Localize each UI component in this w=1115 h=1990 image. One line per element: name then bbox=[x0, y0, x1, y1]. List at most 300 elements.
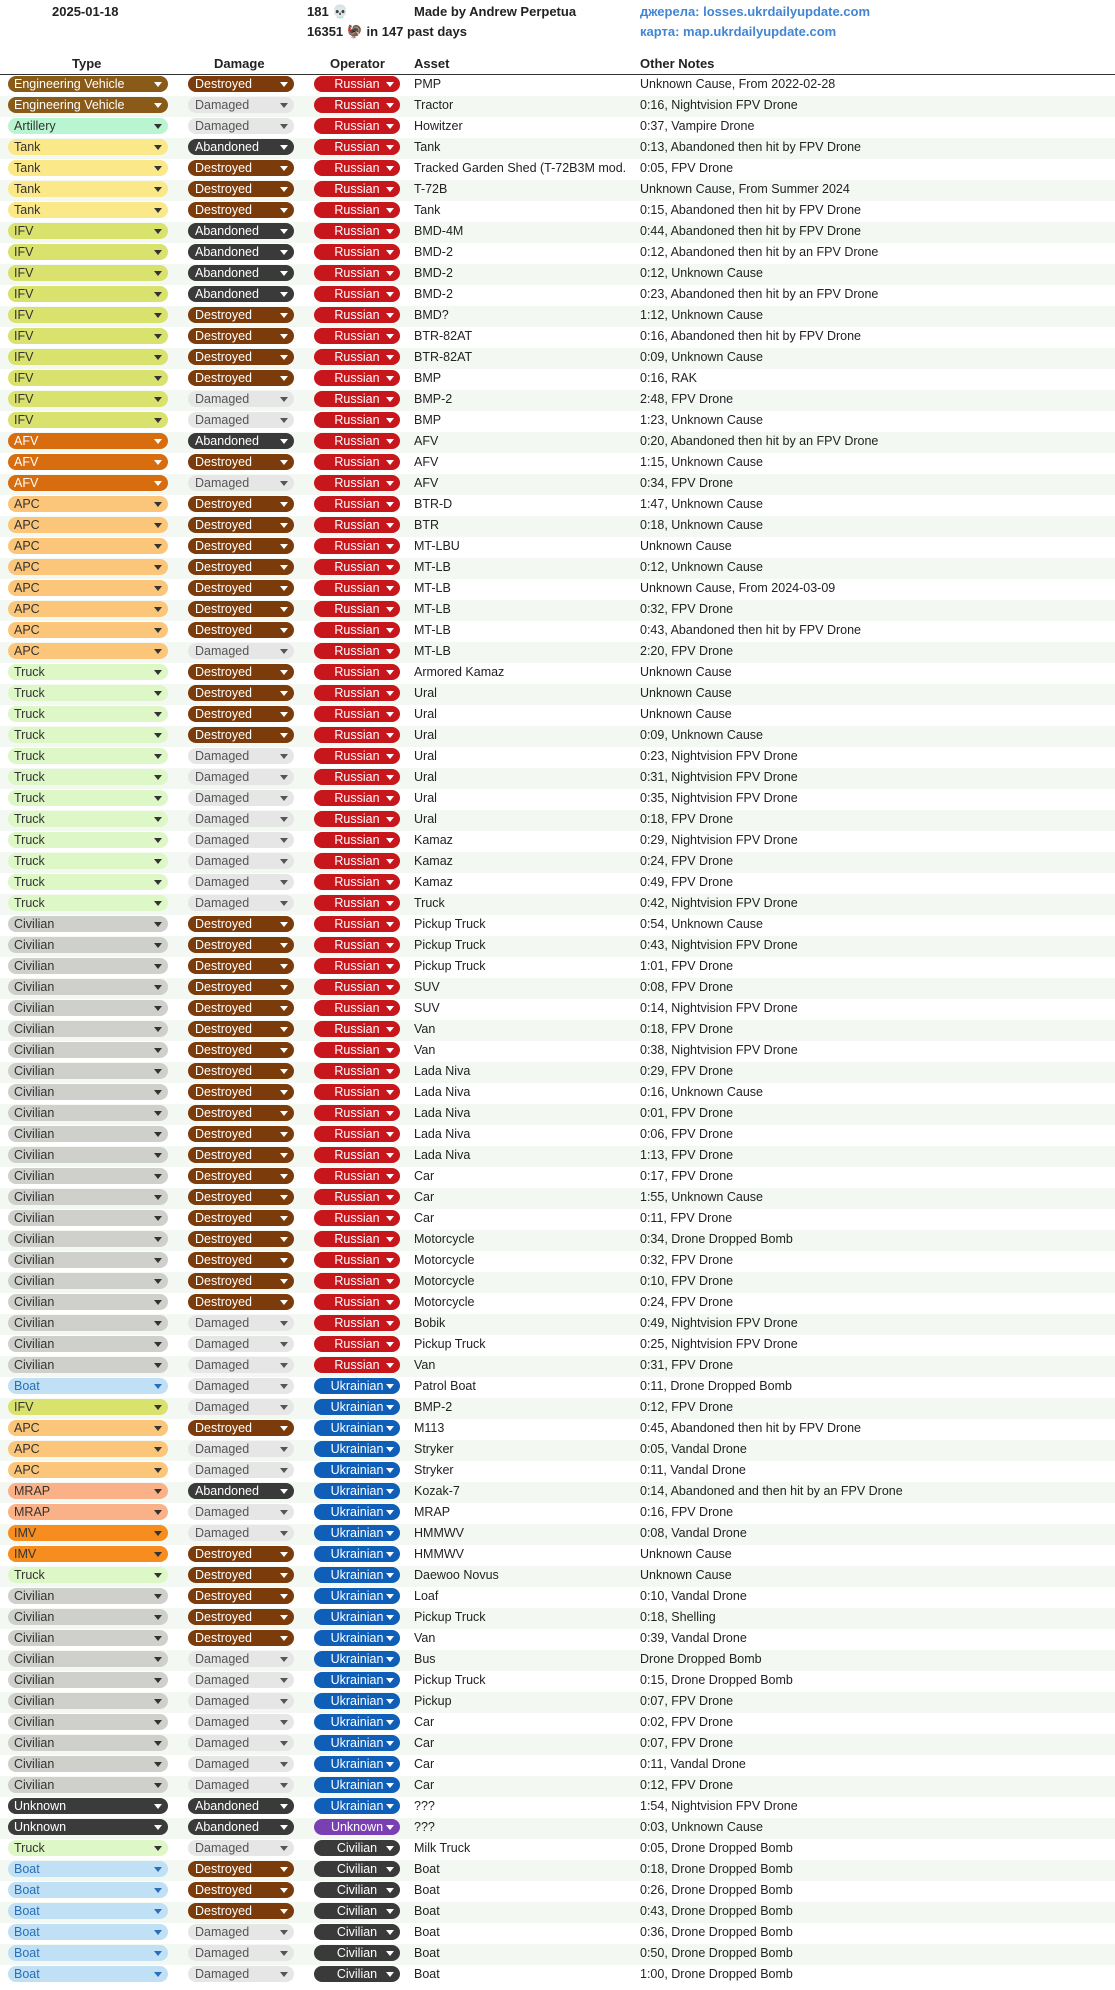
chevron-down-icon[interactable] bbox=[386, 166, 394, 171]
operator-select[interactable] bbox=[314, 1651, 400, 1667]
chevron-down-icon[interactable] bbox=[154, 565, 162, 570]
damage-select[interactable] bbox=[188, 1336, 294, 1352]
chevron-down-icon[interactable] bbox=[280, 1090, 288, 1095]
operator-select[interactable] bbox=[314, 328, 400, 344]
damage-select[interactable] bbox=[188, 748, 294, 764]
chevron-down-icon[interactable] bbox=[154, 1762, 162, 1767]
operator-select[interactable] bbox=[314, 1168, 400, 1184]
chevron-down-icon[interactable] bbox=[154, 922, 162, 927]
operator-select[interactable] bbox=[314, 1105, 400, 1121]
chevron-down-icon[interactable] bbox=[154, 544, 162, 549]
damage-select[interactable] bbox=[188, 1840, 294, 1856]
chevron-down-icon[interactable] bbox=[280, 1237, 288, 1242]
type-select[interactable] bbox=[8, 958, 168, 974]
chevron-down-icon[interactable] bbox=[154, 1972, 162, 1977]
damage-select[interactable] bbox=[188, 1567, 294, 1583]
operator-select[interactable] bbox=[314, 1462, 400, 1478]
damage-select[interactable] bbox=[188, 1630, 294, 1646]
type-select[interactable] bbox=[8, 1357, 168, 1373]
operator-select[interactable] bbox=[314, 97, 400, 113]
operator-select[interactable] bbox=[314, 1630, 400, 1646]
damage-select[interactable] bbox=[188, 874, 294, 890]
chevron-down-icon[interactable] bbox=[280, 901, 288, 906]
operator-select[interactable] bbox=[314, 517, 400, 533]
damage-select[interactable] bbox=[188, 286, 294, 302]
chevron-down-icon[interactable] bbox=[386, 670, 394, 675]
operator-select[interactable] bbox=[314, 1903, 400, 1919]
chevron-down-icon[interactable] bbox=[386, 1552, 394, 1557]
chevron-down-icon[interactable] bbox=[280, 1867, 288, 1872]
chevron-down-icon[interactable] bbox=[154, 1804, 162, 1809]
chevron-down-icon[interactable] bbox=[154, 1132, 162, 1137]
damage-select[interactable] bbox=[188, 391, 294, 407]
damage-select[interactable] bbox=[188, 538, 294, 554]
chevron-down-icon[interactable] bbox=[154, 1300, 162, 1305]
damage-select[interactable] bbox=[188, 958, 294, 974]
damage-select[interactable] bbox=[188, 790, 294, 806]
damage-select[interactable] bbox=[188, 1210, 294, 1226]
type-select[interactable] bbox=[8, 979, 168, 995]
operator-select[interactable] bbox=[314, 1042, 400, 1058]
type-select[interactable] bbox=[8, 706, 168, 722]
type-select[interactable] bbox=[8, 1420, 168, 1436]
type-select[interactable] bbox=[8, 1525, 168, 1541]
operator-select[interactable] bbox=[314, 832, 400, 848]
damage-select[interactable] bbox=[188, 307, 294, 323]
type-select[interactable] bbox=[8, 1504, 168, 1520]
operator-select[interactable] bbox=[314, 1063, 400, 1079]
chevron-down-icon[interactable] bbox=[154, 103, 162, 108]
chevron-down-icon[interactable] bbox=[386, 523, 394, 528]
chevron-down-icon[interactable] bbox=[154, 1867, 162, 1872]
damage-select[interactable] bbox=[188, 1966, 294, 1982]
chevron-down-icon[interactable] bbox=[154, 334, 162, 339]
chevron-down-icon[interactable] bbox=[280, 1216, 288, 1221]
operator-select[interactable] bbox=[314, 1672, 400, 1688]
damage-select[interactable] bbox=[188, 769, 294, 785]
type-select[interactable] bbox=[8, 1084, 168, 1100]
chevron-down-icon[interactable] bbox=[154, 1195, 162, 1200]
chevron-down-icon[interactable] bbox=[386, 250, 394, 255]
chevron-down-icon[interactable] bbox=[280, 502, 288, 507]
damage-select[interactable] bbox=[188, 160, 294, 176]
chevron-down-icon[interactable] bbox=[280, 649, 288, 654]
chevron-down-icon[interactable] bbox=[386, 1594, 394, 1599]
chevron-down-icon[interactable] bbox=[386, 82, 394, 87]
type-select[interactable] bbox=[8, 1315, 168, 1331]
chevron-down-icon[interactable] bbox=[280, 670, 288, 675]
chevron-down-icon[interactable] bbox=[280, 460, 288, 465]
operator-select[interactable] bbox=[314, 1441, 400, 1457]
chevron-down-icon[interactable] bbox=[154, 1027, 162, 1032]
type-select[interactable] bbox=[8, 517, 168, 533]
chevron-down-icon[interactable] bbox=[280, 1573, 288, 1578]
chevron-down-icon[interactable] bbox=[280, 775, 288, 780]
damage-select[interactable] bbox=[188, 1252, 294, 1268]
operator-select[interactable] bbox=[314, 1861, 400, 1877]
damage-select[interactable] bbox=[188, 979, 294, 995]
operator-select[interactable] bbox=[314, 706, 400, 722]
operator-select[interactable] bbox=[314, 1714, 400, 1730]
chevron-down-icon[interactable] bbox=[386, 649, 394, 654]
chevron-down-icon[interactable] bbox=[386, 775, 394, 780]
type-select[interactable] bbox=[8, 412, 168, 428]
chevron-down-icon[interactable] bbox=[154, 502, 162, 507]
chevron-down-icon[interactable] bbox=[386, 439, 394, 444]
chevron-down-icon[interactable] bbox=[154, 1384, 162, 1389]
damage-select[interactable] bbox=[188, 517, 294, 533]
chevron-down-icon[interactable] bbox=[280, 1720, 288, 1725]
chevron-down-icon[interactable] bbox=[154, 1909, 162, 1914]
chevron-down-icon[interactable] bbox=[280, 565, 288, 570]
chevron-down-icon[interactable] bbox=[386, 1930, 394, 1935]
chevron-down-icon[interactable] bbox=[280, 1888, 288, 1893]
chevron-down-icon[interactable] bbox=[280, 1195, 288, 1200]
chevron-down-icon[interactable] bbox=[280, 1594, 288, 1599]
type-select[interactable] bbox=[8, 433, 168, 449]
chevron-down-icon[interactable] bbox=[154, 313, 162, 318]
chevron-down-icon[interactable] bbox=[386, 397, 394, 402]
chevron-down-icon[interactable] bbox=[280, 985, 288, 990]
chevron-down-icon[interactable] bbox=[386, 1510, 394, 1515]
chevron-down-icon[interactable] bbox=[154, 1405, 162, 1410]
chevron-down-icon[interactable] bbox=[280, 124, 288, 129]
chevron-down-icon[interactable] bbox=[154, 166, 162, 171]
chevron-down-icon[interactable] bbox=[386, 607, 394, 612]
chevron-down-icon[interactable] bbox=[386, 796, 394, 801]
chevron-down-icon[interactable] bbox=[280, 712, 288, 717]
operator-select[interactable] bbox=[314, 895, 400, 911]
damage-select[interactable] bbox=[188, 664, 294, 680]
chevron-down-icon[interactable] bbox=[154, 1048, 162, 1053]
operator-select[interactable] bbox=[314, 1420, 400, 1436]
type-select[interactable] bbox=[8, 1567, 168, 1583]
operator-select[interactable] bbox=[314, 1189, 400, 1205]
damage-select[interactable] bbox=[188, 895, 294, 911]
chevron-down-icon[interactable] bbox=[386, 712, 394, 717]
damage-select[interactable] bbox=[188, 1042, 294, 1058]
operator-select[interactable] bbox=[314, 1693, 400, 1709]
chevron-down-icon[interactable] bbox=[154, 187, 162, 192]
chevron-down-icon[interactable] bbox=[386, 838, 394, 843]
chevron-down-icon[interactable] bbox=[154, 1531, 162, 1536]
type-select[interactable] bbox=[8, 1462, 168, 1478]
type-select[interactable] bbox=[8, 1672, 168, 1688]
operator-select[interactable] bbox=[314, 727, 400, 743]
chevron-down-icon[interactable] bbox=[280, 103, 288, 108]
type-select[interactable] bbox=[8, 895, 168, 911]
column-header-notes[interactable]: Other Notes bbox=[640, 56, 715, 71]
damage-select[interactable] bbox=[188, 1525, 294, 1541]
type-select[interactable] bbox=[8, 1903, 168, 1919]
damage-select[interactable] bbox=[188, 475, 294, 491]
chevron-down-icon[interactable] bbox=[280, 250, 288, 255]
damage-select[interactable] bbox=[188, 853, 294, 869]
damage-select[interactable] bbox=[188, 727, 294, 743]
chevron-down-icon[interactable] bbox=[280, 1783, 288, 1788]
type-select[interactable] bbox=[8, 1819, 168, 1835]
chevron-down-icon[interactable] bbox=[154, 1258, 162, 1263]
chevron-down-icon[interactable] bbox=[154, 376, 162, 381]
damage-select[interactable] bbox=[188, 1798, 294, 1814]
chevron-down-icon[interactable] bbox=[386, 355, 394, 360]
operator-select[interactable] bbox=[314, 1546, 400, 1562]
damage-select[interactable] bbox=[188, 1462, 294, 1478]
chevron-down-icon[interactable] bbox=[386, 1699, 394, 1704]
damage-select[interactable] bbox=[188, 601, 294, 617]
type-select[interactable] bbox=[8, 391, 168, 407]
chevron-down-icon[interactable] bbox=[280, 1069, 288, 1074]
operator-select[interactable] bbox=[314, 265, 400, 281]
column-header-asset[interactable]: Asset bbox=[414, 56, 450, 71]
type-select[interactable] bbox=[8, 1000, 168, 1016]
damage-select[interactable] bbox=[188, 1735, 294, 1751]
chevron-down-icon[interactable] bbox=[154, 775, 162, 780]
operator-select[interactable] bbox=[314, 748, 400, 764]
operator-select[interactable] bbox=[314, 685, 400, 701]
type-select[interactable] bbox=[8, 160, 168, 176]
chevron-down-icon[interactable] bbox=[280, 229, 288, 234]
damage-select[interactable] bbox=[188, 1924, 294, 1940]
damage-select[interactable] bbox=[188, 349, 294, 365]
chevron-down-icon[interactable] bbox=[154, 439, 162, 444]
chevron-down-icon[interactable] bbox=[386, 1636, 394, 1641]
chevron-down-icon[interactable] bbox=[280, 1048, 288, 1053]
damage-select[interactable] bbox=[188, 685, 294, 701]
damage-select[interactable] bbox=[188, 1105, 294, 1121]
damage-select[interactable] bbox=[188, 1126, 294, 1142]
type-select[interactable] bbox=[8, 727, 168, 743]
chevron-down-icon[interactable] bbox=[280, 607, 288, 612]
type-select[interactable] bbox=[8, 643, 168, 659]
operator-select[interactable] bbox=[314, 643, 400, 659]
type-select[interactable] bbox=[8, 1966, 168, 1982]
operator-select[interactable] bbox=[314, 1210, 400, 1226]
damage-select[interactable] bbox=[188, 412, 294, 428]
damage-select[interactable] bbox=[188, 580, 294, 596]
type-select[interactable] bbox=[8, 1840, 168, 1856]
type-select[interactable] bbox=[8, 580, 168, 596]
type-select[interactable] bbox=[8, 1777, 168, 1793]
operator-select[interactable] bbox=[314, 811, 400, 827]
chevron-down-icon[interactable] bbox=[386, 586, 394, 591]
chevron-down-icon[interactable] bbox=[154, 1174, 162, 1179]
chevron-down-icon[interactable] bbox=[154, 1888, 162, 1893]
type-select[interactable] bbox=[8, 1588, 168, 1604]
chevron-down-icon[interactable] bbox=[280, 1111, 288, 1116]
chevron-down-icon[interactable] bbox=[154, 1426, 162, 1431]
chevron-down-icon[interactable] bbox=[280, 376, 288, 381]
damage-select[interactable] bbox=[188, 1273, 294, 1289]
damage-select[interactable] bbox=[188, 118, 294, 134]
damage-select[interactable] bbox=[188, 832, 294, 848]
type-select[interactable] bbox=[8, 1630, 168, 1646]
chevron-down-icon[interactable] bbox=[154, 1930, 162, 1935]
chevron-down-icon[interactable] bbox=[280, 187, 288, 192]
chevron-down-icon[interactable] bbox=[386, 628, 394, 633]
chevron-down-icon[interactable] bbox=[154, 817, 162, 822]
type-select[interactable] bbox=[8, 1651, 168, 1667]
operator-select[interactable] bbox=[314, 349, 400, 365]
chevron-down-icon[interactable] bbox=[154, 145, 162, 150]
damage-select[interactable] bbox=[188, 1168, 294, 1184]
type-select[interactable] bbox=[8, 349, 168, 365]
type-select[interactable] bbox=[8, 1336, 168, 1352]
chevron-down-icon[interactable] bbox=[154, 292, 162, 297]
chevron-down-icon[interactable] bbox=[154, 670, 162, 675]
damage-select[interactable] bbox=[188, 622, 294, 638]
operator-select[interactable] bbox=[314, 307, 400, 323]
chevron-down-icon[interactable] bbox=[386, 1888, 394, 1893]
type-select[interactable] bbox=[8, 1021, 168, 1037]
operator-select[interactable] bbox=[314, 1294, 400, 1310]
chevron-down-icon[interactable] bbox=[280, 1825, 288, 1830]
chevron-down-icon[interactable] bbox=[386, 1804, 394, 1809]
chevron-down-icon[interactable] bbox=[280, 166, 288, 171]
chevron-down-icon[interactable] bbox=[154, 586, 162, 591]
operator-select[interactable] bbox=[314, 559, 400, 575]
chevron-down-icon[interactable] bbox=[386, 376, 394, 381]
type-select[interactable] bbox=[8, 1105, 168, 1121]
type-select[interactable] bbox=[8, 1945, 168, 1961]
damage-select[interactable] bbox=[188, 1756, 294, 1772]
type-select[interactable] bbox=[8, 1147, 168, 1163]
type-select[interactable] bbox=[8, 265, 168, 281]
type-select[interactable] bbox=[8, 1189, 168, 1205]
operator-select[interactable] bbox=[314, 454, 400, 470]
damage-select[interactable] bbox=[188, 76, 294, 92]
operator-select[interactable] bbox=[314, 118, 400, 134]
chevron-down-icon[interactable] bbox=[280, 1300, 288, 1305]
chevron-down-icon[interactable] bbox=[386, 817, 394, 822]
type-select[interactable] bbox=[8, 1441, 168, 1457]
chevron-down-icon[interactable] bbox=[154, 1468, 162, 1473]
chevron-down-icon[interactable] bbox=[280, 1489, 288, 1494]
damage-select[interactable] bbox=[188, 1819, 294, 1835]
operator-select[interactable] bbox=[314, 979, 400, 995]
damage-select[interactable] bbox=[188, 1588, 294, 1604]
damage-select[interactable] bbox=[188, 1882, 294, 1898]
chevron-down-icon[interactable] bbox=[280, 334, 288, 339]
type-select[interactable] bbox=[8, 937, 168, 953]
damage-select[interactable] bbox=[188, 202, 294, 218]
chevron-down-icon[interactable] bbox=[386, 334, 394, 339]
chevron-down-icon[interactable] bbox=[386, 964, 394, 969]
chevron-down-icon[interactable] bbox=[154, 481, 162, 486]
chevron-down-icon[interactable] bbox=[280, 1531, 288, 1536]
chevron-down-icon[interactable] bbox=[386, 1384, 394, 1389]
operator-select[interactable] bbox=[314, 958, 400, 974]
chevron-down-icon[interactable] bbox=[280, 1258, 288, 1263]
chevron-down-icon[interactable] bbox=[280, 1615, 288, 1620]
chevron-down-icon[interactable] bbox=[280, 1762, 288, 1767]
chevron-down-icon[interactable] bbox=[386, 460, 394, 465]
type-select[interactable] bbox=[8, 1483, 168, 1499]
type-select[interactable] bbox=[8, 853, 168, 869]
damage-select[interactable] bbox=[188, 1546, 294, 1562]
chevron-down-icon[interactable] bbox=[280, 397, 288, 402]
chevron-down-icon[interactable] bbox=[280, 1510, 288, 1515]
chevron-down-icon[interactable] bbox=[386, 1195, 394, 1200]
chevron-down-icon[interactable] bbox=[280, 523, 288, 528]
damage-select[interactable] bbox=[188, 1609, 294, 1625]
damage-select[interactable] bbox=[188, 1231, 294, 1247]
type-select[interactable] bbox=[8, 1546, 168, 1562]
chevron-down-icon[interactable] bbox=[386, 271, 394, 276]
chevron-down-icon[interactable] bbox=[280, 859, 288, 864]
operator-select[interactable] bbox=[314, 580, 400, 596]
chevron-down-icon[interactable] bbox=[386, 229, 394, 234]
chevron-down-icon[interactable] bbox=[386, 1258, 394, 1263]
operator-select[interactable] bbox=[314, 1504, 400, 1520]
type-select[interactable] bbox=[8, 811, 168, 827]
operator-select[interactable] bbox=[314, 1084, 400, 1100]
damage-select[interactable] bbox=[188, 811, 294, 827]
chevron-down-icon[interactable] bbox=[154, 607, 162, 612]
damage-select[interactable] bbox=[188, 1021, 294, 1037]
chevron-down-icon[interactable] bbox=[386, 1678, 394, 1683]
chevron-down-icon[interactable] bbox=[280, 1405, 288, 1410]
chevron-down-icon[interactable] bbox=[386, 1027, 394, 1032]
chevron-down-icon[interactable] bbox=[386, 1237, 394, 1242]
damage-select[interactable] bbox=[188, 1084, 294, 1100]
type-select[interactable] bbox=[8, 76, 168, 92]
chevron-down-icon[interactable] bbox=[154, 1846, 162, 1851]
damage-select[interactable] bbox=[188, 1315, 294, 1331]
chevron-down-icon[interactable] bbox=[386, 1867, 394, 1872]
chevron-down-icon[interactable] bbox=[280, 691, 288, 696]
chevron-down-icon[interactable] bbox=[280, 292, 288, 297]
damage-select[interactable] bbox=[188, 643, 294, 659]
chevron-down-icon[interactable] bbox=[280, 1657, 288, 1662]
operator-select[interactable] bbox=[314, 1021, 400, 1037]
type-select[interactable] bbox=[8, 328, 168, 344]
type-select[interactable] bbox=[8, 1273, 168, 1289]
chevron-down-icon[interactable] bbox=[386, 1573, 394, 1578]
damage-select[interactable] bbox=[188, 706, 294, 722]
damage-select[interactable] bbox=[188, 1147, 294, 1163]
chevron-down-icon[interactable] bbox=[280, 1027, 288, 1032]
chevron-down-icon[interactable] bbox=[386, 103, 394, 108]
chevron-down-icon[interactable] bbox=[154, 691, 162, 696]
chevron-down-icon[interactable] bbox=[386, 1909, 394, 1914]
chevron-down-icon[interactable] bbox=[386, 1741, 394, 1746]
damage-select[interactable] bbox=[188, 433, 294, 449]
type-select[interactable] bbox=[8, 1042, 168, 1058]
operator-select[interactable] bbox=[314, 286, 400, 302]
damage-select[interactable] bbox=[188, 1483, 294, 1499]
operator-select[interactable] bbox=[314, 496, 400, 512]
operator-select[interactable] bbox=[314, 916, 400, 932]
chevron-down-icon[interactable] bbox=[154, 1573, 162, 1578]
type-select[interactable] bbox=[8, 916, 168, 932]
chevron-down-icon[interactable] bbox=[280, 1321, 288, 1326]
chevron-down-icon[interactable] bbox=[386, 859, 394, 864]
chevron-down-icon[interactable] bbox=[280, 439, 288, 444]
operator-select[interactable] bbox=[314, 538, 400, 554]
chevron-down-icon[interactable] bbox=[386, 1069, 394, 1074]
chevron-down-icon[interactable] bbox=[154, 271, 162, 276]
chevron-down-icon[interactable] bbox=[386, 565, 394, 570]
chevron-down-icon[interactable] bbox=[280, 586, 288, 591]
type-select[interactable] bbox=[8, 1378, 168, 1394]
chevron-down-icon[interactable] bbox=[154, 733, 162, 738]
chevron-down-icon[interactable] bbox=[386, 1405, 394, 1410]
chevron-down-icon[interactable] bbox=[154, 1153, 162, 1158]
chevron-down-icon[interactable] bbox=[280, 964, 288, 969]
chevron-down-icon[interactable] bbox=[154, 397, 162, 402]
chevron-down-icon[interactable] bbox=[154, 943, 162, 948]
